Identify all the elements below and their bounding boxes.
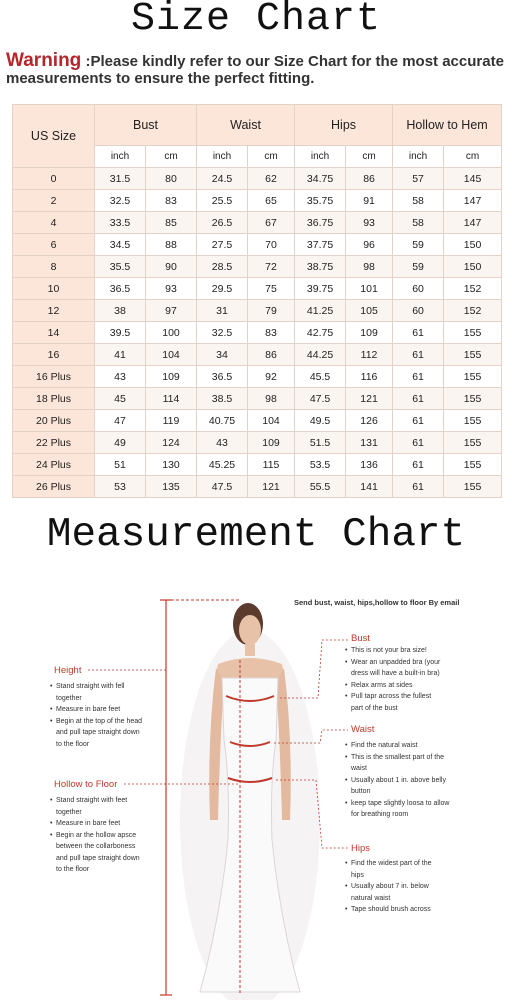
instruction-line: dress will have a built-in bra)	[351, 670, 440, 677]
measurement-cell: 131	[346, 432, 393, 454]
measurement-cell: 152	[444, 278, 502, 300]
unit-header: cm	[346, 146, 393, 168]
email-note: Send bust, waist, hips,hollow to floor By email	[294, 598, 460, 607]
instruction-line: • Usually about 1 in. above belly	[345, 775, 505, 787]
instruction-line: • Relax arms at sides	[345, 680, 505, 692]
measurement-cell: 141	[346, 476, 393, 498]
measurement-cell: 60	[393, 278, 444, 300]
instruction-line: for breathing room	[351, 811, 409, 818]
measurement-cell: 86	[346, 168, 393, 190]
instruction-line: • This is the smallest part of the	[345, 752, 505, 764]
table-row	[13, 476, 502, 498]
measurement-cell: 44.25	[295, 344, 346, 366]
instruction-line: together	[56, 694, 82, 702]
instruction-line: together	[56, 808, 82, 816]
instruction-line: and pull tape straight down	[56, 729, 140, 736]
instruction-line: to the floor	[56, 740, 90, 748]
instruction-line: between the collarboness	[56, 843, 136, 850]
measurement-cell: 53.5	[295, 454, 346, 476]
measurement-cell: 150	[444, 234, 502, 256]
measurement-cell: 58	[393, 190, 444, 212]
size-cell: 0	[13, 168, 95, 190]
warning-notice	[6, 52, 511, 87]
bust-title: Bust	[351, 633, 371, 644]
measurement-cell: 24.5	[197, 168, 248, 190]
measurement-cell: 34.75	[295, 168, 346, 190]
measurement-cell: 38.5	[197, 388, 248, 410]
measurement-cell: 90	[146, 256, 197, 278]
warning-text: :Please kindly refer to our Size Chart for the most accurate measurements to ensure the perfect fitting.	[6, 53, 504, 87]
measurement-cell: 29.5	[197, 278, 248, 300]
measurement-cell: 135	[146, 476, 197, 498]
measurement-cell: 60	[393, 300, 444, 322]
measurement-cell: 79	[248, 300, 295, 322]
instruction-line: • keep tape slightly loosa to allow	[345, 798, 505, 810]
measurement-cell: 116	[346, 366, 393, 388]
instruction-line: • This is not your bra size!	[345, 645, 505, 657]
bust-header: Bust	[95, 105, 197, 146]
us-size-header: US Size	[13, 105, 95, 168]
measurement-cell: 91	[346, 190, 393, 212]
measurement-cell: 61	[393, 410, 444, 432]
size-cell: 6	[13, 234, 95, 256]
measurement-cell: 45.5	[295, 366, 346, 388]
measurement-cell: 53	[95, 476, 146, 498]
measurement-cell: 104	[248, 410, 295, 432]
measurement-cell: 27.5	[197, 234, 248, 256]
measurement-cell: 75	[248, 278, 295, 300]
instruction-line: button	[351, 788, 371, 795]
measurement-cell: 61	[393, 366, 444, 388]
measurement-cell: 93	[146, 278, 197, 300]
table-row	[13, 410, 502, 432]
size-cell: 10	[13, 278, 95, 300]
instruction-line: waist	[351, 765, 367, 772]
measurement-cell: 55.5	[295, 476, 346, 498]
measurement-cell: 36.75	[295, 212, 346, 234]
size-cell: 18 Plus	[13, 388, 95, 410]
size-cell: 22 Plus	[13, 432, 95, 454]
size-cell: 14	[13, 322, 95, 344]
measurement-cell: 35.5	[95, 256, 146, 278]
instruction-line: natural waist	[351, 894, 391, 902]
measurement-cell: 41.25	[295, 300, 346, 322]
measurement-cell: 80	[146, 168, 197, 190]
measurement-cell: 155	[444, 454, 502, 476]
size-cell: 8	[13, 256, 95, 278]
waist-title: Waist	[351, 724, 375, 735]
table-row	[13, 234, 502, 256]
measurement-cell: 150	[444, 256, 502, 278]
measurement-cell: 61	[393, 388, 444, 410]
hollow-to-floor-instructions	[50, 795, 165, 876]
measurement-cell: 34.5	[95, 234, 146, 256]
measurement-cell: 35.75	[295, 190, 346, 212]
size-table-wrapper	[12, 104, 501, 493]
measurement-cell: 124	[146, 432, 197, 454]
face-shape	[239, 615, 261, 645]
unit-header: cm	[444, 146, 502, 168]
instruction-line: hips	[351, 871, 364, 879]
warning-label: Warning	[6, 50, 82, 71]
instruction-line: and pull tape straight down	[56, 854, 140, 862]
measurement-cell: 145	[444, 168, 502, 190]
measurement-cell: 147	[444, 212, 502, 234]
height-instructions	[50, 681, 165, 750]
instruction-line: • Find the natural waist	[345, 740, 505, 752]
measurement-cell: 47	[95, 410, 146, 432]
measurement-cell: 39.5	[95, 322, 146, 344]
measurement-cell: 32.5	[197, 322, 248, 344]
unit-header: inch	[393, 146, 444, 168]
measurement-cell: 100	[146, 322, 197, 344]
measurement-cell: 58	[393, 212, 444, 234]
instruction-line: • Measure in bare feet	[50, 818, 165, 830]
hips-title: Hips	[351, 843, 371, 854]
measurement-cell: 45	[95, 388, 146, 410]
hollow-to-hem-header: Hollow to Hem	[393, 105, 502, 146]
measurement-cell: 42.75	[295, 322, 346, 344]
measurement-cell: 41	[95, 344, 146, 366]
measurement-cell: 62	[248, 168, 295, 190]
measurement-cell: 115	[248, 454, 295, 476]
measurement-cell: 61	[393, 322, 444, 344]
instruction-line: • Find the widest part of the	[345, 858, 505, 870]
measurement-cell: 26.5	[197, 212, 248, 234]
neck-shape	[245, 644, 255, 656]
table-row	[13, 322, 502, 344]
unit-header: inch	[295, 146, 346, 168]
measurement-cell: 38.75	[295, 256, 346, 278]
measurement-cell: 67	[248, 212, 295, 234]
hips-instructions	[345, 858, 505, 916]
measurement-cell: 38	[95, 300, 146, 322]
measurement-cell: 36.5	[95, 278, 146, 300]
measurement-cell: 31	[197, 300, 248, 322]
measurement-cell: 121	[248, 476, 295, 498]
measurement-cell: 155	[444, 432, 502, 454]
measurement-cell: 59	[393, 256, 444, 278]
instruction-line: • Begin at the top of the head	[50, 716, 165, 728]
instruction-line: to the floor	[56, 866, 90, 873]
unit-header: cm	[146, 146, 197, 168]
measurement-cell: 121	[346, 388, 393, 410]
measurement-cell: 61	[393, 476, 444, 498]
table-row	[13, 212, 502, 234]
table-row	[13, 366, 502, 388]
measurement-cell: 105	[346, 300, 393, 322]
measurement-cell: 61	[393, 454, 444, 476]
measurement-cell: 98	[346, 256, 393, 278]
table-row	[13, 454, 502, 476]
measurement-cell: 155	[444, 366, 502, 388]
measurement-cell: 49	[95, 432, 146, 454]
measurement-cell: 43	[197, 432, 248, 454]
measurement-cell: 61	[393, 432, 444, 454]
measurement-cell: 152	[444, 300, 502, 322]
measurement-cell: 97	[146, 300, 197, 322]
measurement-cell: 70	[248, 234, 295, 256]
measurement-cell: 34	[197, 344, 248, 366]
measurement-cell: 86	[248, 344, 295, 366]
waist-instructions	[345, 740, 505, 821]
measurement-cell: 37.75	[295, 234, 346, 256]
measurement-cell: 59	[393, 234, 444, 256]
measurement-cell: 155	[444, 322, 502, 344]
measurement-cell: 32.5	[95, 190, 146, 212]
measurement-cell: 114	[146, 388, 197, 410]
measurement-cell: 40.75	[197, 410, 248, 432]
size-table	[12, 104, 502, 498]
measurement-cell: 83	[146, 190, 197, 212]
table-row	[13, 168, 502, 190]
instruction-line: • Pull tapr across the fullest	[345, 691, 505, 703]
instruction-line: • Tape should brush across	[345, 904, 505, 916]
hollow-to-floor-title: Hollow to Floor	[54, 779, 118, 790]
measurement-cell: 104	[146, 344, 197, 366]
measurement-cell: 112	[346, 344, 393, 366]
measurement-cell: 85	[146, 212, 197, 234]
table-row	[13, 300, 502, 322]
size-cell: 24 Plus	[13, 454, 95, 476]
measurement-cell: 130	[146, 454, 197, 476]
table-row	[13, 388, 502, 410]
measurement-cell: 96	[346, 234, 393, 256]
height-title: Height	[54, 665, 82, 676]
unit-header: inch	[197, 146, 248, 168]
measurement-cell: 31.5	[95, 168, 146, 190]
measurement-cell: 93	[346, 212, 393, 234]
measurement-cell: 33.5	[95, 212, 146, 234]
measurement-cell: 47.5	[197, 476, 248, 498]
instruction-line: • Stand straight with fell	[50, 681, 165, 693]
table-row	[13, 278, 502, 300]
unit-header: cm	[248, 146, 295, 168]
measurement-cell: 126	[346, 410, 393, 432]
instruction-line: • Measure in bare feet	[50, 704, 165, 716]
measurement-cell: 88	[146, 234, 197, 256]
measurement-chart-title: Measurement Chart	[46, 512, 466, 558]
size-cell: 12	[13, 300, 95, 322]
size-cell: 26 Plus	[13, 476, 95, 498]
instruction-line: • Wear an unpadded bra (your	[345, 657, 505, 669]
measurement-cell: 47.5	[295, 388, 346, 410]
measurement-cell: 101	[346, 278, 393, 300]
measurement-cell: 155	[444, 476, 502, 498]
size-cell: 4	[13, 212, 95, 234]
table-row	[13, 344, 502, 366]
measurement-cell: 109	[146, 366, 197, 388]
measurement-cell: 98	[248, 388, 295, 410]
measurement-cell: 45.25	[197, 454, 248, 476]
measurement-cell: 155	[444, 410, 502, 432]
measurement-cell: 51	[95, 454, 146, 476]
table-row	[13, 190, 502, 212]
measurement-cell: 155	[444, 388, 502, 410]
measurement-cell: 92	[248, 366, 295, 388]
waist-header: Waist	[197, 105, 295, 146]
unit-header: inch	[95, 146, 146, 168]
measurement-cell: 49.5	[295, 410, 346, 432]
bust-instructions	[345, 645, 505, 714]
table-header-groups	[13, 105, 502, 146]
hips-header: Hips	[295, 105, 393, 146]
measurement-cell: 72	[248, 256, 295, 278]
table-row	[13, 256, 502, 278]
measurement-cell: 119	[146, 410, 197, 432]
measurement-cell: 65	[248, 190, 295, 212]
measurement-cell: 36.5	[197, 366, 248, 388]
table-row	[13, 432, 502, 454]
size-cell: 20 Plus	[13, 410, 95, 432]
instruction-line: • Begin ar the hollow apsce	[50, 830, 165, 842]
measurement-cell: 109	[346, 322, 393, 344]
measurement-cell: 83	[248, 322, 295, 344]
measurement-cell: 28.5	[197, 256, 248, 278]
instruction-line: • Stand straight with feet	[50, 795, 165, 807]
size-cell: 2	[13, 190, 95, 212]
size-cell: 16	[13, 344, 95, 366]
size-cell: 16 Plus	[13, 366, 95, 388]
instruction-line: part of the bust	[351, 704, 398, 712]
measurement-cell: 43	[95, 366, 146, 388]
size-chart-title: Size Chart	[130, 0, 382, 42]
measurement-cell: 109	[248, 432, 295, 454]
measurement-cell: 25.5	[197, 190, 248, 212]
measurement-cell: 61	[393, 344, 444, 366]
instruction-line: • Usually about 7 in. below	[345, 881, 505, 893]
size-table-body	[13, 168, 502, 498]
measurement-cell: 57	[393, 168, 444, 190]
measurement-cell: 155	[444, 344, 502, 366]
measurement-cell: 147	[444, 190, 502, 212]
measurement-cell: 39.75	[295, 278, 346, 300]
measurement-cell: 136	[346, 454, 393, 476]
measurement-cell: 51.5	[295, 432, 346, 454]
